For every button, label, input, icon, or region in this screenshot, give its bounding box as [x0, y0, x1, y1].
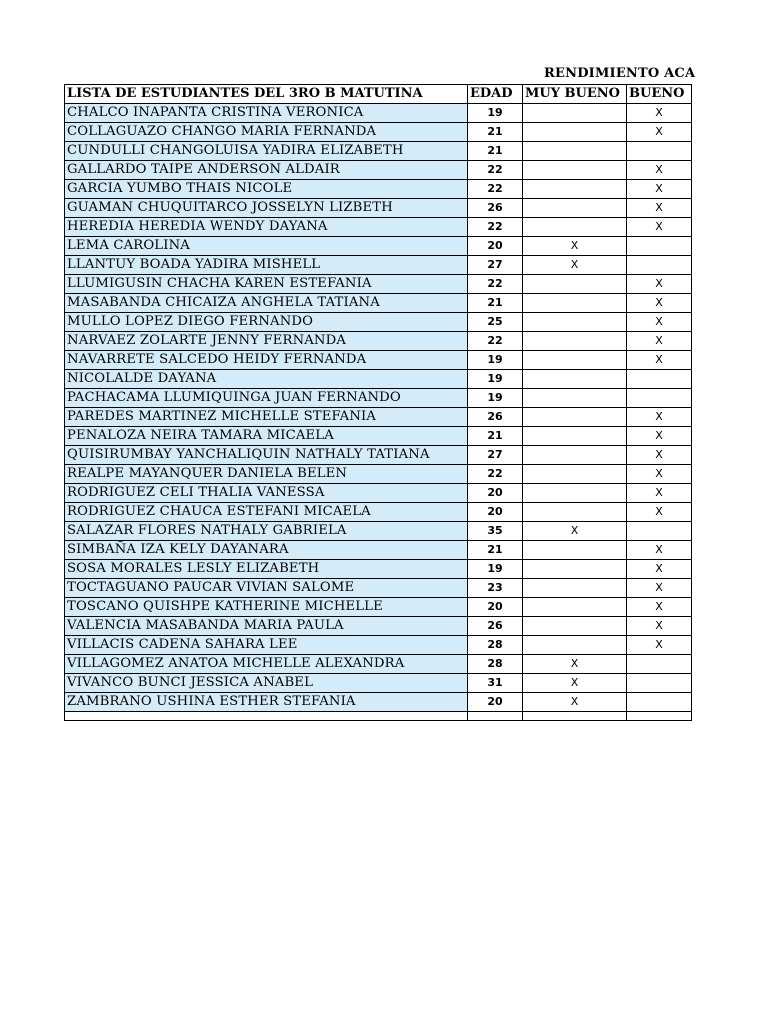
muy-bueno-mark-cell [523, 465, 627, 484]
student-age-cell: 21 [468, 123, 523, 142]
student-name-cell: PENALOZA NEIRA TAMARA MICAELA [65, 427, 468, 446]
table-row [65, 142, 692, 161]
muy-bueno-mark-cell: X [523, 237, 627, 256]
table-row [65, 199, 692, 218]
table-row [65, 598, 692, 617]
column-header-age: EDAD [468, 85, 523, 104]
student-age-cell: 21 [468, 142, 523, 161]
muy-bueno-mark-cell [523, 199, 627, 218]
bueno-mark-cell: X [627, 294, 692, 313]
student-age-cell: 22 [468, 161, 523, 180]
student-name-cell: GARCIA YUMBO THAIS NICOLE [65, 180, 468, 199]
student-age-cell: 19 [468, 560, 523, 579]
bueno-mark-cell: X [627, 427, 692, 446]
bueno-mark-cell [627, 237, 692, 256]
student-name-cell: VILLACIS CADENA SAHARA LEE [65, 636, 468, 655]
muy-bueno-mark-cell [523, 503, 627, 522]
muy-bueno-mark-cell [523, 541, 627, 560]
student-roster-table [64, 84, 692, 721]
student-age-cell: 26 [468, 617, 523, 636]
table-row [65, 693, 692, 712]
muy-bueno-mark-cell [523, 104, 627, 123]
student-age-cell: 31 [468, 674, 523, 693]
muy-bueno-mark-cell [523, 579, 627, 598]
bueno-mark-cell: X [627, 313, 692, 332]
table-row [65, 446, 692, 465]
column-header-bueno: BUENO [627, 85, 692, 104]
student-name-cell: GUAMAN CHUQUITARCO JOSSELYN LIZBETH [65, 199, 468, 218]
muy-bueno-mark-cell: X [523, 256, 627, 275]
section-title: RENDIMIENTO ACA [544, 66, 696, 81]
bueno-mark-cell [627, 142, 692, 161]
table-row [65, 655, 692, 674]
student-name-cell: LLUMIGUSIN CHACHA KAREN ESTEFANIA [65, 275, 468, 294]
student-name-cell: VALENCIA MASABANDA MARIA PAULA [65, 617, 468, 636]
student-name-cell: SIMBAÑA IZA KELY DAYANARA [65, 541, 468, 560]
student-age-cell: 22 [468, 275, 523, 294]
table-row [65, 503, 692, 522]
bueno-mark-cell: X [627, 636, 692, 655]
muy-bueno-mark-cell [523, 560, 627, 579]
student-name-cell: NARVAEZ ZOLARTE JENNY FERNANDA [65, 332, 468, 351]
student-name-cell: RODRIGUEZ CHAUCA ESTEFANI MICAELA [65, 503, 468, 522]
table-body [65, 104, 692, 721]
bueno-mark-cell [627, 522, 692, 541]
student-name-cell: TOCTAGUANO PAUCAR VIVIAN SALOME [65, 579, 468, 598]
muy-bueno-mark-cell: X [523, 693, 627, 712]
table-row [65, 389, 692, 408]
bueno-mark-cell: X [627, 579, 692, 598]
bueno-mark-cell: X [627, 123, 692, 142]
table-header-row [65, 85, 692, 104]
bueno-mark-cell: X [627, 560, 692, 579]
student-age-cell: 22 [468, 180, 523, 199]
student-name-cell: QUISIRUMBAY YANCHALIQUIN NATHALY TATIANA [65, 446, 468, 465]
bueno-mark-cell: X [627, 332, 692, 351]
bueno-mark-cell [627, 655, 692, 674]
table-row [65, 579, 692, 598]
table-blank-row [65, 712, 692, 721]
bueno-mark-cell: X [627, 199, 692, 218]
student-age-cell: 19 [468, 104, 523, 123]
column-header-student-list: LISTA DE ESTUDIANTES DEL 3RO B MATUTINA [65, 85, 468, 104]
muy-bueno-mark-cell [523, 408, 627, 427]
table-row [65, 237, 692, 256]
table-row [65, 332, 692, 351]
student-name-cell: CUNDULLI CHANGOLUISA YADIRA ELIZABETH [65, 142, 468, 161]
student-age-cell: 19 [468, 389, 523, 408]
table-row [65, 370, 692, 389]
student-age-cell: 28 [468, 636, 523, 655]
muy-bueno-mark-cell [523, 427, 627, 446]
bueno-mark-cell: X [627, 446, 692, 465]
table-row [65, 617, 692, 636]
student-age-cell: 21 [468, 427, 523, 446]
bueno-mark-cell [627, 389, 692, 408]
table-row [65, 313, 692, 332]
bueno-mark-cell: X [627, 598, 692, 617]
blank-cell [65, 712, 468, 721]
table-row [65, 636, 692, 655]
table-row [65, 256, 692, 275]
bueno-mark-cell: X [627, 408, 692, 427]
student-name-cell: PAREDES MARTINEZ MICHELLE STEFANIA [65, 408, 468, 427]
student-age-cell: 26 [468, 408, 523, 427]
table-row [65, 351, 692, 370]
table-row [65, 218, 692, 237]
muy-bueno-mark-cell [523, 275, 627, 294]
blank-cell [627, 712, 692, 721]
table-row [65, 104, 692, 123]
muy-bueno-mark-cell: X [523, 522, 627, 541]
student-age-cell: 20 [468, 598, 523, 617]
bueno-mark-cell: X [627, 275, 692, 294]
student-age-cell: 19 [468, 370, 523, 389]
bueno-mark-cell: X [627, 617, 692, 636]
bueno-mark-cell [627, 693, 692, 712]
bueno-mark-cell: X [627, 465, 692, 484]
table-row [65, 522, 692, 541]
muy-bueno-mark-cell [523, 294, 627, 313]
bueno-mark-cell: X [627, 541, 692, 560]
student-age-cell: 26 [468, 199, 523, 218]
student-name-cell: NAVARRETE SALCEDO HEIDY FERNANDA [65, 351, 468, 370]
student-age-cell: 20 [468, 484, 523, 503]
bueno-mark-cell: X [627, 180, 692, 199]
table-row [65, 484, 692, 503]
table-row [65, 123, 692, 142]
student-name-cell: VILLAGOMEZ ANATOA MICHELLE ALEXANDRA [65, 655, 468, 674]
bueno-mark-cell: X [627, 218, 692, 237]
table-row [65, 408, 692, 427]
student-age-cell: 21 [468, 294, 523, 313]
muy-bueno-mark-cell [523, 617, 627, 636]
muy-bueno-mark-cell [523, 142, 627, 161]
student-age-cell: 28 [468, 655, 523, 674]
student-age-cell: 22 [468, 332, 523, 351]
table-row [65, 161, 692, 180]
student-name-cell: SALAZAR FLORES NATHALY GABRIELA [65, 522, 468, 541]
bueno-mark-cell: X [627, 104, 692, 123]
student-age-cell: 22 [468, 465, 523, 484]
bueno-mark-cell: X [627, 161, 692, 180]
bueno-mark-cell: X [627, 503, 692, 522]
student-age-cell: 35 [468, 522, 523, 541]
student-name-cell: VIVANCO BUNCI JESSICA ANABEL [65, 674, 468, 693]
bueno-mark-cell [627, 256, 692, 275]
student-name-cell: LEMA CAROLINA [65, 237, 468, 256]
blank-cell [523, 712, 627, 721]
table-row [65, 541, 692, 560]
student-name-cell: TOSCANO QUISHPE KATHERINE MICHELLE [65, 598, 468, 617]
student-name-cell: SOSA MORALES LESLY ELIZABETH [65, 560, 468, 579]
student-age-cell: 20 [468, 693, 523, 712]
muy-bueno-mark-cell [523, 598, 627, 617]
muy-bueno-mark-cell [523, 332, 627, 351]
blank-cell [468, 712, 523, 721]
student-name-cell: NICOLALDE DAYANA [65, 370, 468, 389]
table-row [65, 275, 692, 294]
table-row [65, 427, 692, 446]
student-age-cell: 20 [468, 237, 523, 256]
column-header-muy-bueno: MUY BUENO [523, 85, 627, 104]
bueno-mark-cell [627, 674, 692, 693]
student-age-cell: 19 [468, 351, 523, 370]
student-age-cell: 22 [468, 218, 523, 237]
bueno-mark-cell [627, 370, 692, 389]
muy-bueno-mark-cell [523, 313, 627, 332]
muy-bueno-mark-cell [523, 161, 627, 180]
muy-bueno-mark-cell: X [523, 655, 627, 674]
student-name-cell: LLANTUY BOADA YADIRA MISHELL [65, 256, 468, 275]
muy-bueno-mark-cell [523, 484, 627, 503]
student-name-cell: ZAMBRANO USHINA ESTHER STEFANIA [65, 693, 468, 712]
muy-bueno-mark-cell [523, 389, 627, 408]
bueno-mark-cell: X [627, 351, 692, 370]
muy-bueno-mark-cell: X [523, 674, 627, 693]
student-name-cell: REALPE MAYANQUER DANIELA BELEN [65, 465, 468, 484]
student-age-cell: 23 [468, 579, 523, 598]
muy-bueno-mark-cell [523, 351, 627, 370]
muy-bueno-mark-cell [523, 180, 627, 199]
table-row [65, 465, 692, 484]
student-age-cell: 25 [468, 313, 523, 332]
student-age-cell: 27 [468, 446, 523, 465]
student-age-cell: 27 [468, 256, 523, 275]
muy-bueno-mark-cell [523, 636, 627, 655]
student-age-cell: 20 [468, 503, 523, 522]
student-name-cell: MASABANDA CHICAIZA ANGHELA TATIANA [65, 294, 468, 313]
bueno-mark-cell: X [627, 484, 692, 503]
table-row [65, 560, 692, 579]
table-row [65, 294, 692, 313]
student-name-cell: PACHACAMA LLUMIQUINGA JUAN FERNANDO [65, 389, 468, 408]
muy-bueno-mark-cell [523, 123, 627, 142]
student-name-cell: MULLO LOPEZ DIEGO FERNANDO [65, 313, 468, 332]
student-name-cell: HEREDIA HEREDIA WENDY DAYANA [65, 218, 468, 237]
table-row [65, 180, 692, 199]
table-row [65, 674, 692, 693]
muy-bueno-mark-cell [523, 446, 627, 465]
muy-bueno-mark-cell [523, 370, 627, 389]
student-name-cell: COLLAGUAZO CHANGO MARIA FERNANDA [65, 123, 468, 142]
student-name-cell: RODRIGUEZ CELI THALIA VANESSA [65, 484, 468, 503]
student-age-cell: 21 [468, 541, 523, 560]
student-name-cell: CHALCO INAPANTA CRISTINA VERONICA [65, 104, 468, 123]
muy-bueno-mark-cell [523, 218, 627, 237]
student-name-cell: GALLARDO TAIPE ANDERSON ALDAIR [65, 161, 468, 180]
